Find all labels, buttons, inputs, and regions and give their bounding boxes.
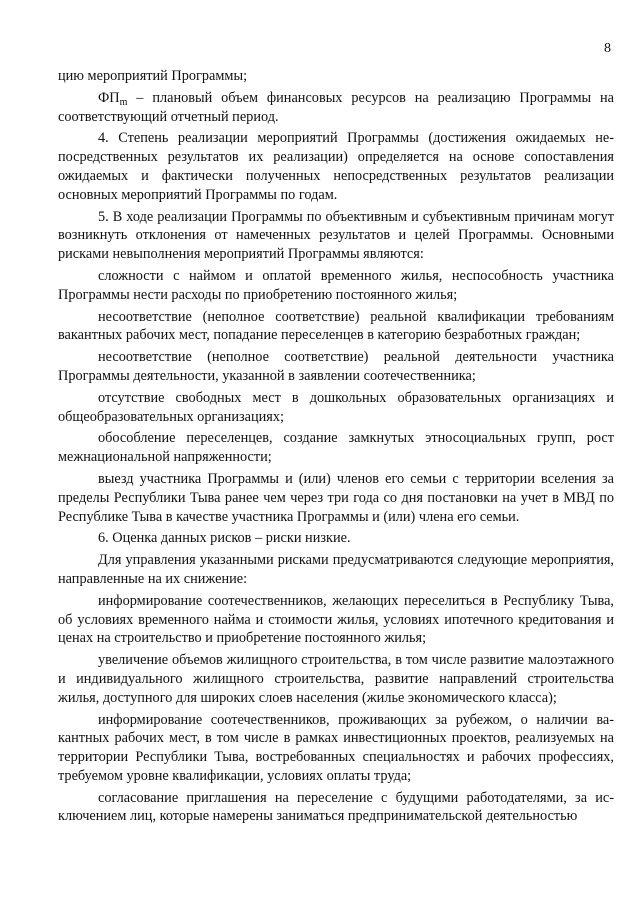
paragraph-measure-informing: информирование соотечественников, желающих переселиться в Республику Тыва, об условиях временного найма и стоимости жилья, условиях ипотечного кредитования и ценах на строительство и приобретение постоянного жилья; — [58, 592, 614, 647]
paragraph-risk-schools: отсутствие свободных мест в дошкольных образовательных организациях и общеобразовательных организациях; — [58, 389, 614, 425]
paragraph-risk-isolation: обособление переселенцев, создание замкнутых этносоциальных групп, рост межнациональной напряженности; — [58, 430, 614, 466]
paragraph-item-6: 6. Оценка данных рисков – риски низкие. — [98, 530, 351, 547]
paragraph-measure-vacancies: информирование соотечественников, проживающих за рубежом, о наличии вакантных рабочих мест, в том числе в рамках инвестиционных проектов, реализуемых на территории Республики Тыва, востребованных специальностях и рабочих профессиях, требуемом уровне квалификации, условиях оплаты труда; — [58, 711, 614, 784]
paragraph-item-5: 5. В ходе реализации Программы по объективным и субъективным причинам могут возникнуть отклонения от намеченных результатов и целей Программы. Основными рисками невыполнения мероприятий Программы являются: — [58, 208, 614, 263]
body-text — [58, 67, 614, 829]
paragraph-risk-departure: выезд участника Программы и (или) членов его семьи с территории вселения за пределы Республики Тыва ранее чем через три года со дня постановки на учет в МВД по Республике Тыва в качестве участника Программы и (или) члена его семьи. — [58, 470, 614, 525]
paragraph-measure-employers: согласование приглашения на переселение с будущими работодателями, за исключением лиц, которые намерены заниматься предпринимательской деятельностью — [58, 789, 614, 825]
paragraph-continuation: цию мероприятий Программы; — [58, 68, 248, 84]
paragraph-measures-intro: Для управления указанными рисками предусматриваются следующие мероприятия, направленные на их снижение: — [58, 552, 614, 587]
page-number: 8 — [604, 41, 611, 56]
paragraph-item-4: 4. Степень реализации мероприятий Программы (достижения ожидаемых непосредственных результатов их реализации) определяется на основе сопоставления ожидаемых и фактически полученных непосредственных результатов реализации основных мероприятий Программы по годам. — [58, 130, 614, 203]
paragraph-formula-definition — [58, 89, 614, 127]
formula-symbol: ФП — [98, 89, 120, 106]
paragraph-risk-housing: сложности с наймом и оплатой временного жилья, неспособность участника Программы нести расходы по приобретению постоянного жилья; — [58, 267, 614, 303]
paragraph-risk-qualification: несоответствие (неполное соответствие) реальной квалификации требованиям вакантных рабочих мест, попадание переселенцев в категорию безработных граждан; — [58, 308, 614, 344]
formula-subscript: m — [119, 96, 128, 108]
formula-definition-text: – плановый объем финансовых ресурсов на реализацию Программы на соответствующий отчетный период. — [58, 89, 614, 125]
paragraph-measure-construction: увеличение объемов жилищного строительства, в том числе развитие малоэтажного и индивидуального жилищного строительства, развитие направлений строительства жилья, доступного для широких слоев населения (жилье экономического класса); — [58, 652, 614, 706]
paragraph-risk-activity: несоответствие (неполное соответствие) реальной деятельности участника Программы деятельности, указанной в заявлении соотечественника; — [58, 349, 614, 384]
